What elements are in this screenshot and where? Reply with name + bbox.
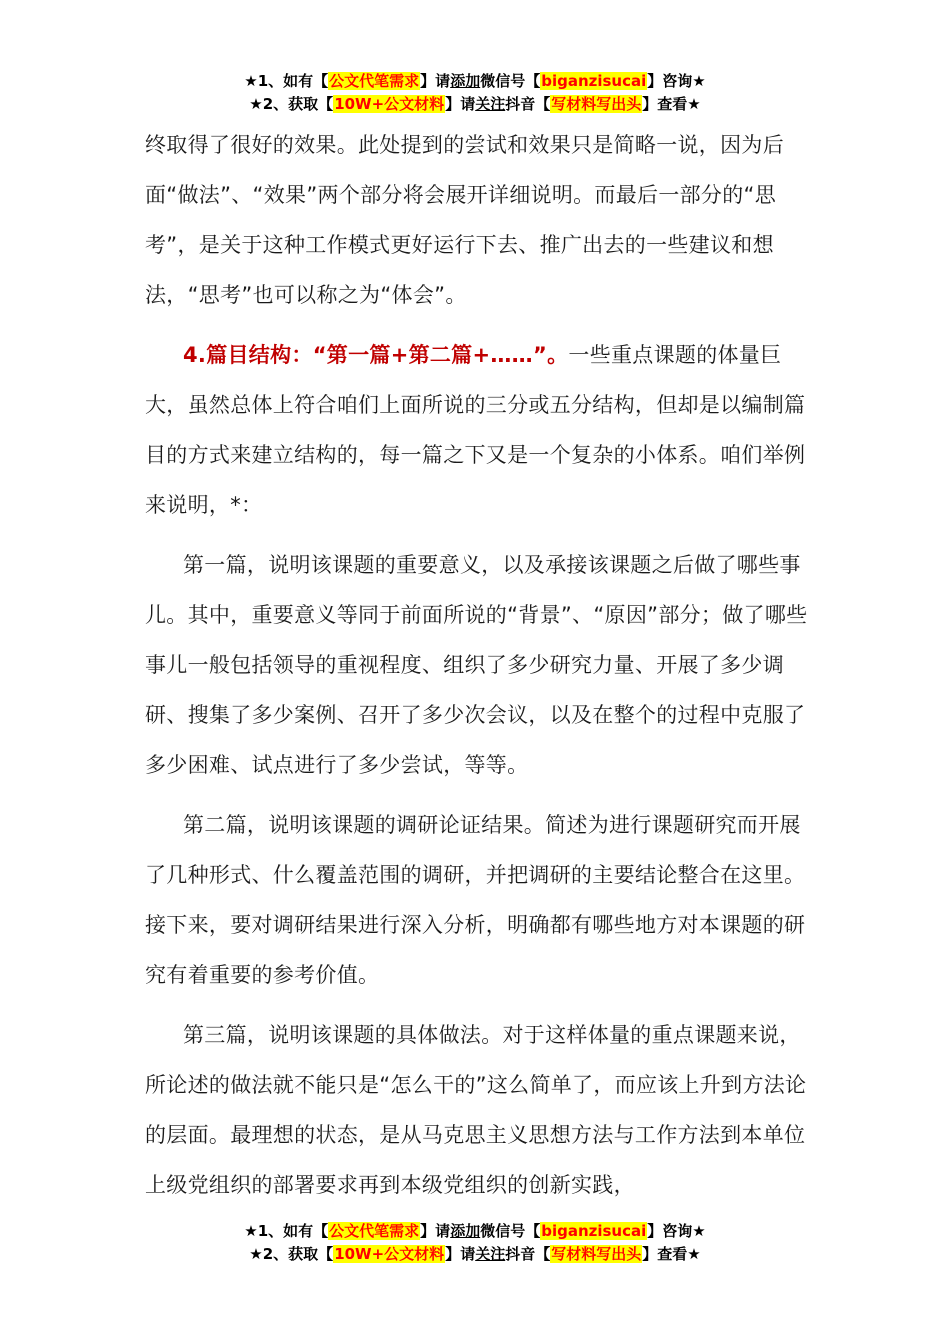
banner-text: 】请	[445, 1245, 476, 1263]
banner-underline: 添加	[450, 1222, 481, 1240]
banner-underline: 关注	[475, 95, 506, 113]
banner-text: 】查看★	[642, 1245, 701, 1263]
paragraph-text: 一些重点课题的体量巨大，虽然总体上符合咱们上面所说的三分或五分结构，但却是以编制篇目的方式来建立结构的，每一篇之下又是一个复杂的小体系。咱们举例来说明，*：	[145, 343, 806, 517]
paragraph-structure-heading	[145, 330, 810, 530]
paragraph-part-one: 第一篇，说明该课题的重要意义，以及承接该课题之后做了哪些事儿。其中，重要意义等同于前面所说的“背景”、“原因”部分；做了哪些事儿一般包括领导的重视程度、组织了多少研究力量、开展了多少调研、搜集了多少案例、召开了多少次会议，以及在整个的过程中克服了多少困难、试点进行了多少尝试，等等。	[145, 553, 808, 777]
banner-highlight: 公文代笔需求	[329, 72, 420, 90]
banner-text: 微信号【	[480, 72, 541, 90]
banner-text: 】查看★	[642, 95, 701, 113]
banner-underline: 添加	[450, 72, 481, 90]
banner-highlight: 10W+公文材料	[334, 1245, 445, 1263]
banner-text: ★2、获取【	[249, 95, 334, 113]
paragraph-part-three: 第三篇，说明该课题的具体做法。对于这样体量的重点课题来说，所论述的做法就不能只是“怎么干的”这么简单了，而应该上升到方法论的层面。最理想的状态，是从马克思主义思想方法与工作方法到本单位上级党组织的部署要求再到本级党组织的创新实践，	[145, 1023, 807, 1197]
banner-text: 】咨询★	[647, 1222, 706, 1240]
promo-banner-bottom-line2	[0, 1243, 950, 1265]
banner-text: 】请	[420, 1222, 451, 1240]
banner-text: 】请	[445, 95, 476, 113]
banner-highlight: 写材料写出头	[551, 95, 642, 113]
banner-text: 抖音【	[505, 95, 551, 113]
banner-highlight: biganzisucai	[541, 1222, 647, 1240]
banner-text: 微信号【	[480, 1222, 541, 1240]
banner-highlight: biganzisucai	[541, 72, 647, 90]
banner-text: ★1、如有【	[244, 1222, 329, 1240]
banner-highlight: 公文代笔需求	[329, 1222, 420, 1240]
banner-underline: 关注	[475, 1245, 506, 1263]
paragraph-continuation: 终取得了很好的效果。此处提到的尝试和效果只是简略一说，因为后面“做法”、“效果”两个部分将会展开详细说明。而最后一部分的“思考”，是关于这种工作模式更好运行下去、推广出去的一些建议和想法，“思考”也可以称之为“体会”。	[145, 133, 784, 307]
document-body	[145, 120, 810, 1210]
promo-banner-top-line2	[0, 93, 950, 115]
section-heading: 4.篇目结构：“第一篇+第二篇+……”。	[183, 343, 569, 367]
banner-text: 】咨询★	[647, 72, 706, 90]
banner-text: ★1、如有【	[244, 72, 329, 90]
banner-text: 抖音【	[505, 1245, 551, 1263]
paragraph-part-two: 第二篇，说明该课题的调研论证结果。简述为进行课题研究而开展了几种形式、什么覆盖范围的调研，并把调研的主要结论整合在这里。接下来，要对调研结果进行深入分析，明确都有哪些地方对本课题的研究有着重要的参考价值。	[145, 813, 806, 987]
banner-text: 】请	[420, 72, 451, 90]
promo-banner-top-line1	[0, 70, 950, 92]
banner-highlight: 写材料写出头	[551, 1245, 642, 1263]
promo-banner-bottom-line1	[0, 1220, 950, 1242]
banner-text: ★2、获取【	[249, 1245, 334, 1263]
banner-highlight: 10W+公文材料	[334, 95, 445, 113]
